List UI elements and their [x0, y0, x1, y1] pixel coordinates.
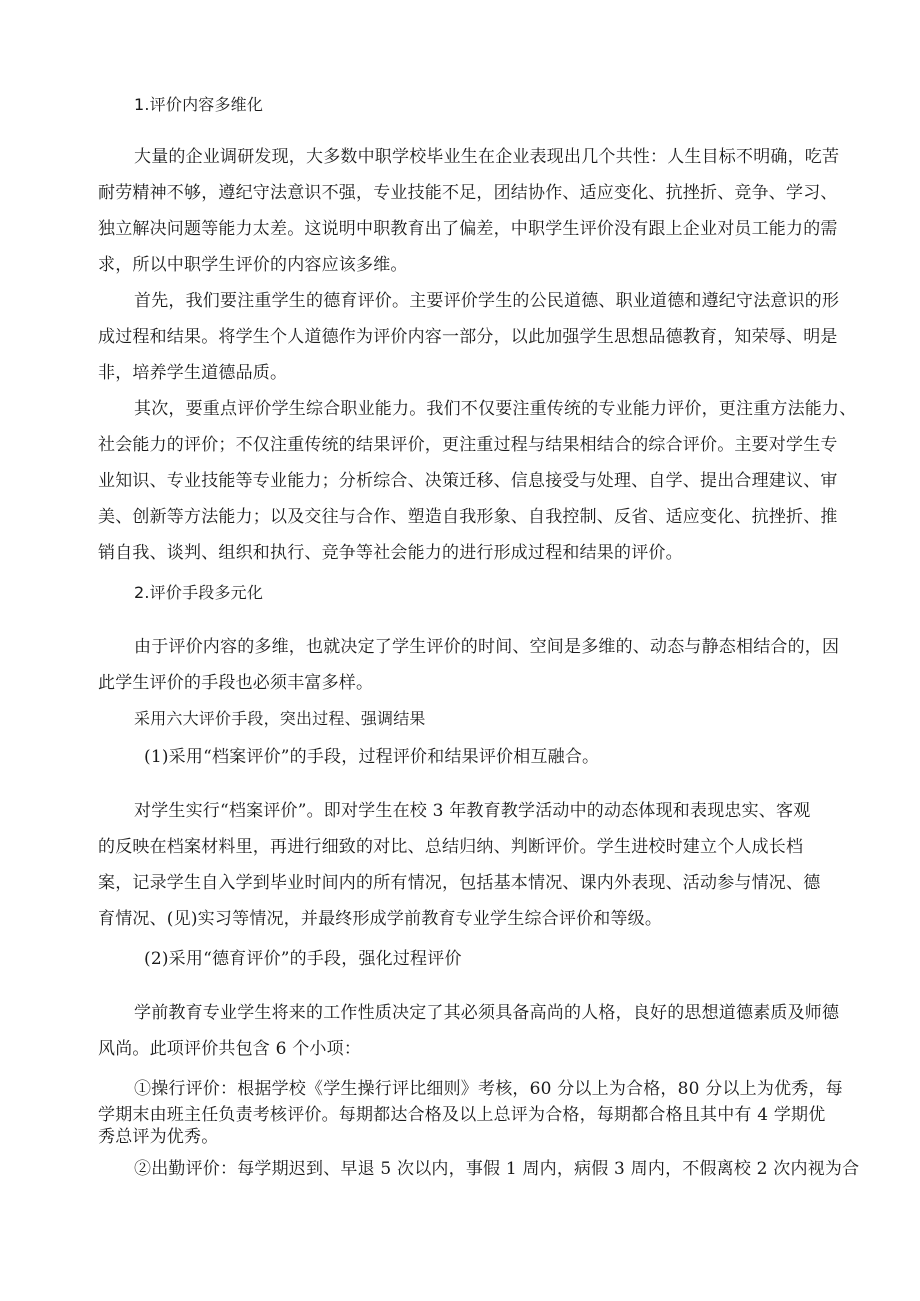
paragraph-line: 独立解决问题等能力太差。这说明中职教育出了偏差，中职学生评价没有跟上企业对员工能力的需 — [98, 219, 838, 239]
list-item-line: 秀总评为优秀。 — [98, 1127, 219, 1147]
paragraph-line: 的反映在档案材料里，再进行细致的对比、总结归纳、判断评价。学生进校时建立个人成长档 — [98, 837, 804, 857]
list-item-line: ①操行评价：根据学校《学生操行评比细则》考核，60 分以上为合格，80 分以上为优秀，每 — [134, 1079, 843, 1099]
paragraph-line: 耐劳精神不够，遵纪守法意识不强，专业技能不足，团结协作、适应变化、抗挫折、竞争、学习、 — [98, 183, 838, 203]
paragraph-line: 此学生评价的手段也必须丰富多样。 — [98, 673, 374, 693]
paragraph-line: 求，所以中职学生评价的内容应该多维。 — [98, 255, 408, 275]
paragraph-line: 由于评价内容的多维，也就决定了学生评价的时间、空间是多维的、动态与静态相结合的，因 — [134, 637, 840, 657]
paragraph-line: 其次，要重点评价学生综合职业能力。我们不仅要注重传统的专业能力评价，更注重方法能力、 — [134, 399, 857, 419]
section-heading-2: 2.评价手段多元化 — [134, 583, 264, 602]
paragraph-line: 销自我、谈判、组织和执行、竞争等社会能力的进行形成过程和结果的评价。 — [98, 543, 683, 563]
paragraph-line: 成过程和结果。将学生个人道德作为评价内容一部分，以此加强学生思想品德教育，知荣辱、明是 — [98, 327, 838, 347]
section-heading-1: 1.评价内容多维化 — [134, 95, 264, 114]
paragraph-line: 美、创新等方法能力；以及交往与合作、塑造自我形象、自我控制、反省、适应变化、抗挫折、推 — [98, 507, 838, 527]
paragraph-line: 案，记录学生自入学到毕业时间内的所有情况，包括基本情况、课内外表现、活动参与情况、德 — [98, 873, 821, 893]
subsection-heading-2: (2)采用“德育评价”的手段，强化过程评价 — [144, 949, 462, 969]
paragraph-line: 业知识、专业技能等专业能力；分析综合、决策迁移、信息接受与处理、自学、提出合理建议、审 — [98, 471, 838, 491]
paragraph-line: 社会能力的评价；不仅注重传统的结果评价，更注重过程与结果相结合的综合评价。主要对学生专 — [98, 435, 838, 455]
subsection-heading-1: (1)采用“档案评价”的手段，过程评价和结果评价相互融合。 — [144, 747, 600, 767]
paragraph-line: 风尚。此项评价共包含 6 个小项： — [98, 1039, 362, 1059]
paragraph-line: 采用六大评价手段，突出过程、强调结果 — [134, 709, 426, 728]
paragraph-line: 大量的企业调研发现，大多数中职学校毕业生在企业表现出几个共性：人生目标不明确，吃苦 — [134, 147, 840, 167]
paragraph-line: 非，培养学生道德品质。 — [98, 363, 288, 383]
paragraph-line: 育情况、(见)实习等情况，并最终形成学前教育专业学生综合评价和等级。 — [98, 909, 663, 929]
paragraph-line: 学前教育专业学生将来的工作性质决定了其必须具备高尚的人格，良好的思想道德素质及师德 — [134, 1003, 840, 1023]
paragraph-line: 首先，我们要注重学生的德育评价。主要评价学生的公民道德、职业道德和遵纪守法意识的形 — [134, 291, 840, 311]
list-item-line: ②出勤评价：每学期迟到、早退 5 次以内，事假 1 周内，病假 3 周内，不假离校 2 次内视为合 — [134, 1159, 860, 1179]
list-item-line: 学期末由班主任负责考核评价。每期都达合格及以上总评为合格，每期都合格且其中有 4 学期优 — [98, 1105, 826, 1125]
paragraph-line: 对学生实行“档案评价”。即对学生在校 3 年教育教学活动中的动态体现和表现忠实、客观 — [134, 801, 811, 821]
